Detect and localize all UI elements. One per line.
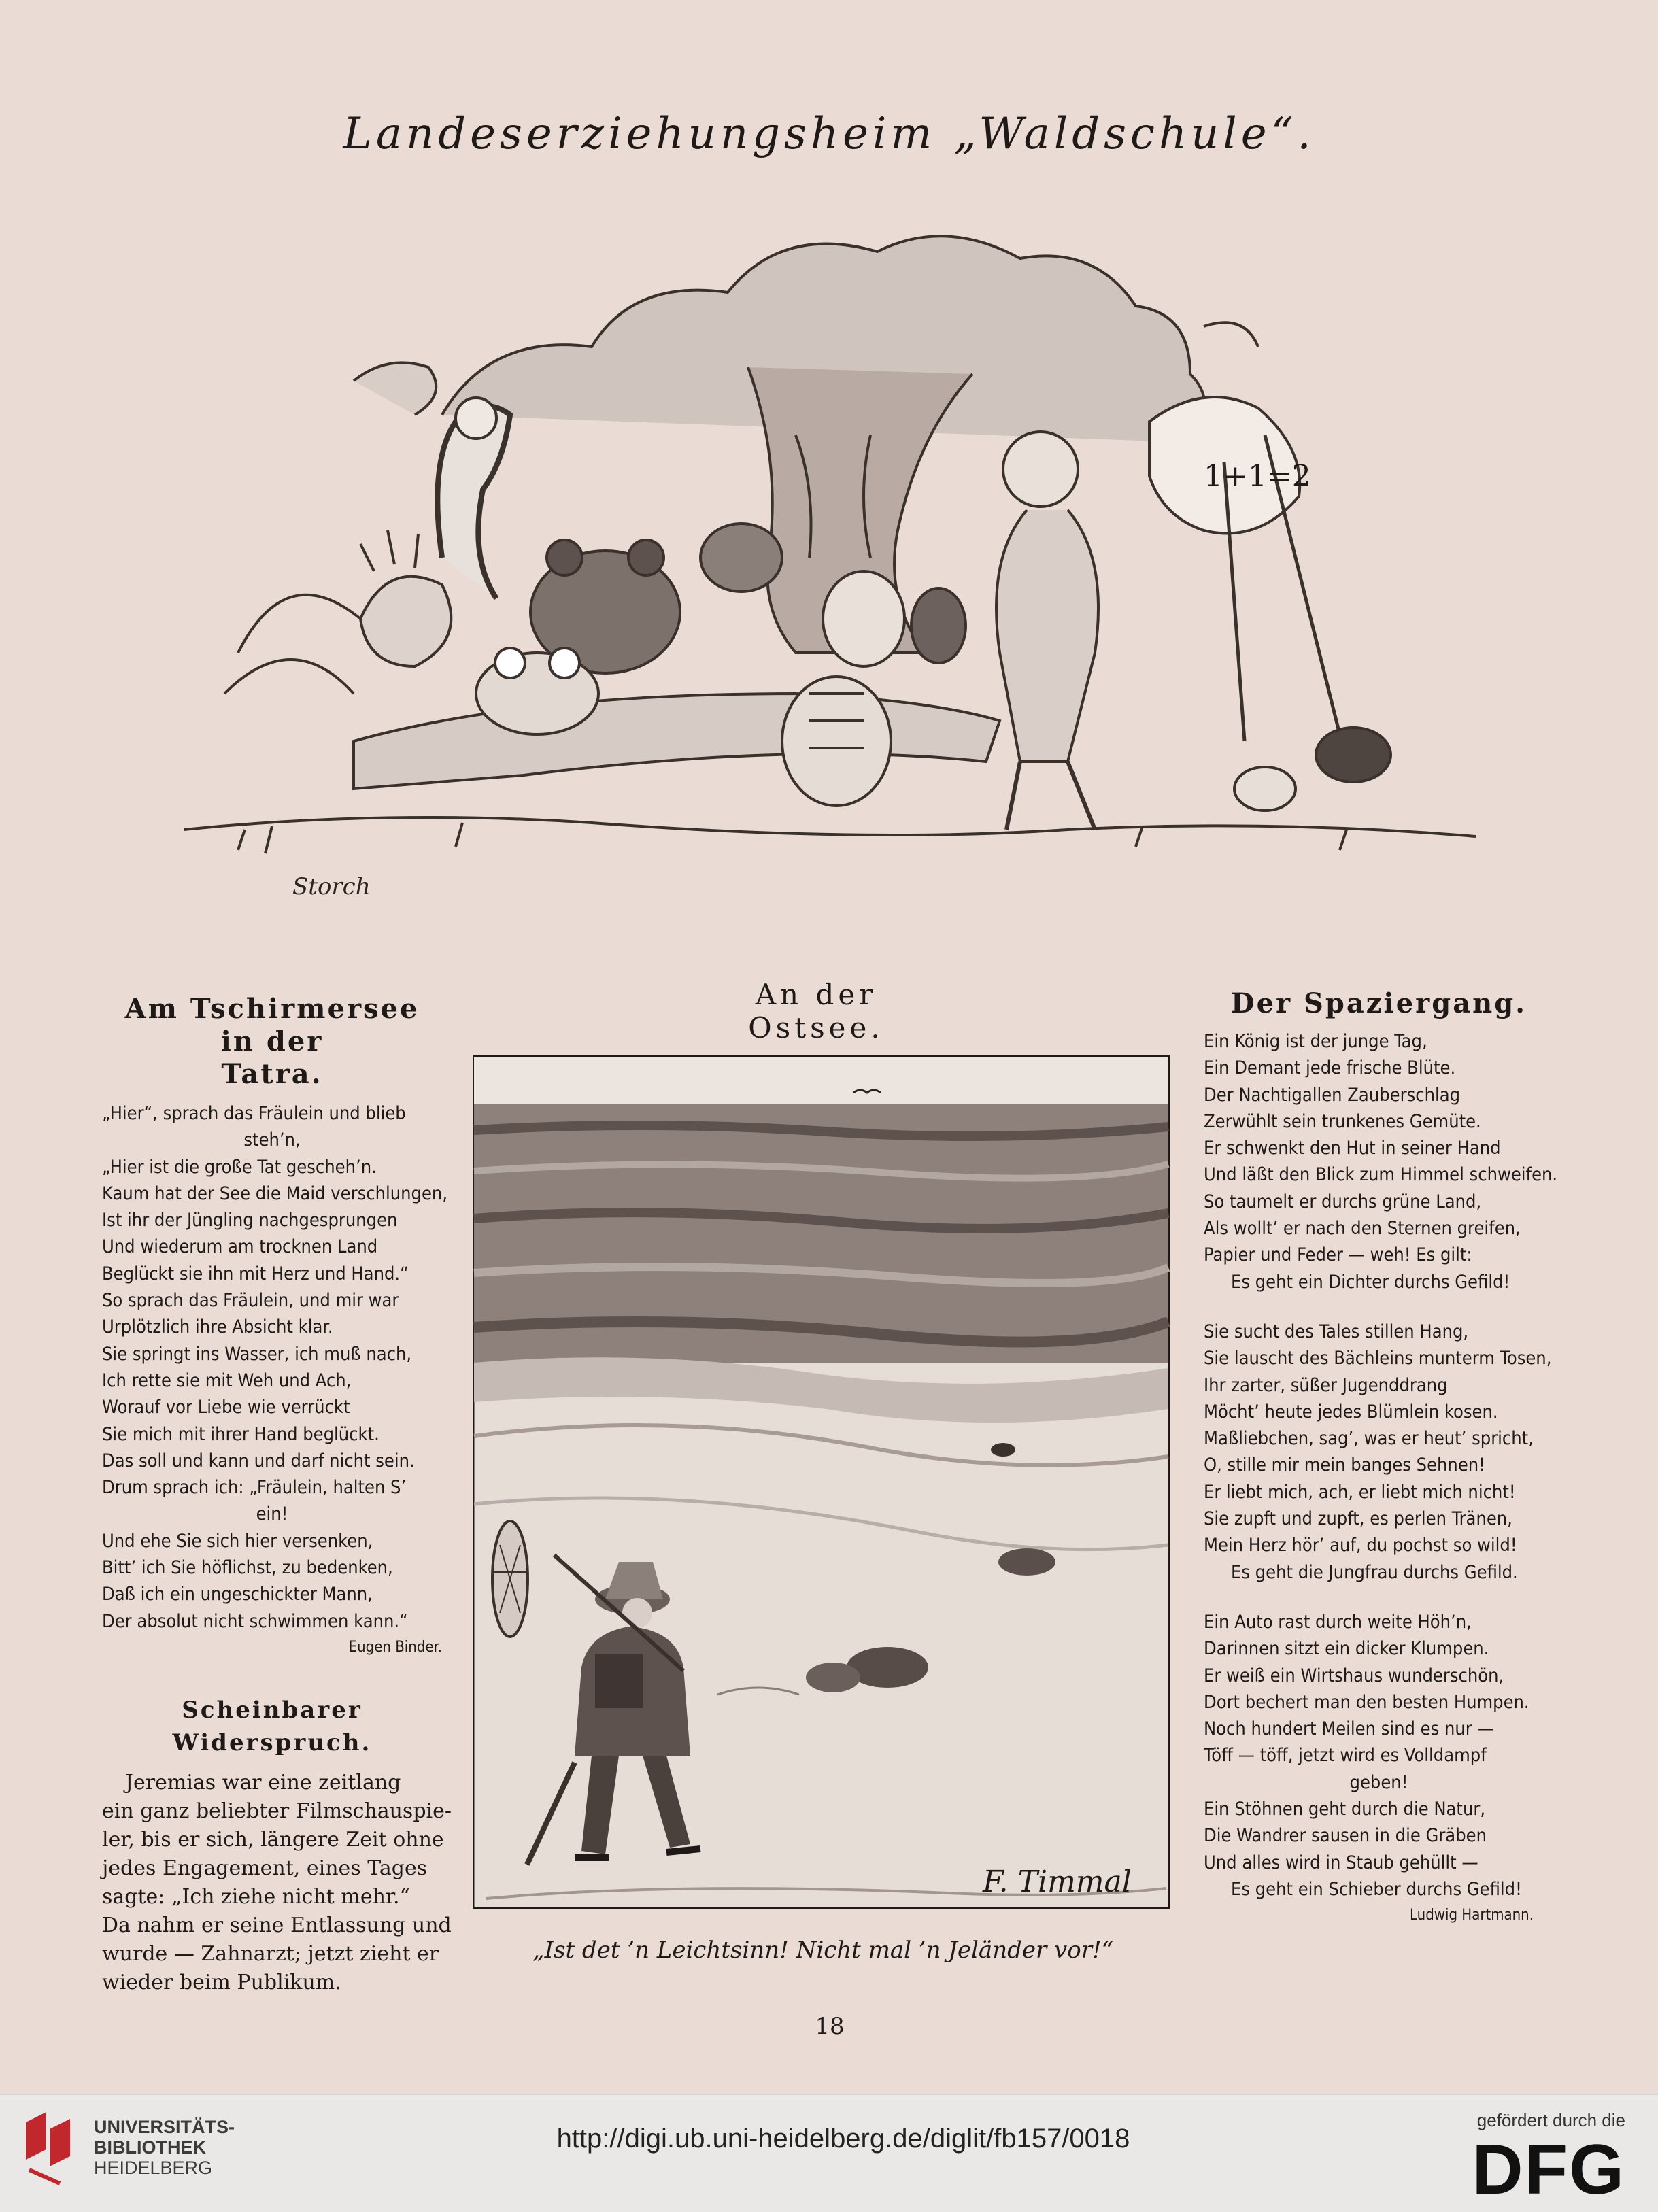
baltic-sea-illustration bbox=[473, 1055, 1170, 1909]
poem-title-spaziergang: Der Spaziergang. bbox=[1230, 987, 1527, 1019]
artist-signature-top: Storch bbox=[292, 873, 371, 900]
forest-school-cartoon bbox=[184, 177, 1476, 925]
prose-title-widerspruch: Scheinbarer Widerspruch. bbox=[172, 1696, 372, 1756]
page-number: 18 bbox=[815, 2013, 845, 2040]
prose-widerspruch: Jeremias war eine zeitlang ein ganz beliebter Filmschauspie- ler, bis er sich, längere Zeit ohne jedes Engagement, eines Tages sagte: „Ich ziehe nicht mehr.“ Da nahm er seine Entlassung und wurde — Zahnarzt; jetzt zieht er wieder beim Publikum. bbox=[102, 1770, 452, 1994]
illustration-caption: „Ist det ’n Leichtsinn! Nicht mal ’n Jeländer vor!“ bbox=[532, 1937, 1114, 1964]
author-hartmann: Ludwig Hartmann. bbox=[1410, 1907, 1534, 1924]
poem-tschirmersee: „Hier“, sprach das Fräulein und blieb steh’n, „Hier ist die große Tat gescheh’n. Kaum hat der See die Maid verschlungen, Ist ihr der Jüngling nachgesprungen Und wiederum am trocknen Land Beglückt sie ihn mit Herz und Hand.“ So sprach das Fräulein, und mir war Urplötzlich ihre Absicht klar. Sie springt ins Wasser, ich muß nach, Ich rette sie mit Weh und Ach, Worauf vor Liebe wie verrückt Sie mich mit ihrer Hand beglückt. Das soll und kann und darf nicht sein. Drum sprach ich: „Fräulein, halten S’ ein! Und ehe Sie sich hier versenken, Bitt’ ich Sie höflichst, zu bedenken, Daß ich ein ungeschickter Mann, Der absolut nicht schwimmen kann.“ bbox=[102, 1103, 448, 1632]
poem-stanza-2: Sie sucht des Tales stillen Hang, Sie lauscht des Bächleins munterm Tosen, Ihr zarter, süßer Jugenddrang Möcht’ heute jedes Blümlein kosen. Maßliebchen, sag’, was er heut’ spricht, O, stille mir mein banges Sehnen! Er liebt mich, ach, er liebt mich nicht! Sie zupft und zupft, es perlen Tränen, Mein Herz hör’ auf, du pochst so wild! Es geht die Jungfrau durchs Gefild. bbox=[1204, 1321, 1552, 1583]
right-column bbox=[1204, 987, 1558, 1924]
page-title: Landeserziehungsheim „Waldschule“. bbox=[343, 109, 1315, 159]
chalkboard-sum: 1+1=2 bbox=[1204, 459, 1311, 494]
author-binder: Eugen Binder. bbox=[348, 1638, 442, 1656]
permalink-url[interactable]: http://digi.ub.uni-heidelberg.de/diglit/fb157/0018 bbox=[556, 2124, 1130, 2154]
poem-stanza-3: Ein Auto rast durch weite Höh’n, Darinnen sitzt ein dicker Klumpen. Er weiß ein Wirtshaus wunderschön, Dort bechert man den besten Humpen. Noch hundert Meilen sind es nur — Töff — töff, jetzt wird es Volldampf geben! Ein Stöhnen geht durch die Natur, Die Wandrer sausen in die Gräben Und alles wird in Staub gehüllt — Es geht ein Schieber durchs Gefild! bbox=[1204, 1611, 1529, 1900]
left-column bbox=[102, 993, 452, 1997]
viewer-footer bbox=[0, 2094, 1658, 2212]
library-logo-icon bbox=[19, 2109, 87, 2190]
poem-title-tschirmersee: Am Tschirmersee in der Tatra. bbox=[124, 993, 420, 1090]
center-title: An der Ostsee. bbox=[748, 978, 884, 1044]
funded-by-label: gefördert durch die bbox=[1476, 2110, 1625, 2130]
dfg-logo[interactable]: DFG bbox=[1472, 2130, 1625, 2209]
library-name: UNIVERSITÄTS- BIBLIOTHEK HEIDELBERG bbox=[94, 2117, 235, 2178]
artist-signature-sea: F. Timmal bbox=[983, 1865, 1132, 1899]
poem-stanza-1: Ein König ist der junge Tag, Ein Demant jede frische Blüte. Der Nachtigallen Zauberschlag Zerwühlt sein trunkenes Gemüte. Er schwenkt den Hut in seiner Hand Und läßt den Blick zum Himmel schweifen. So taumelt er durchs grüne Land, Als wollt’ er nach den Sternen greifen, Papier und Feder — weh! Es gilt: Es geht ein Dichter durchs Gefild! bbox=[1204, 1031, 1558, 1293]
